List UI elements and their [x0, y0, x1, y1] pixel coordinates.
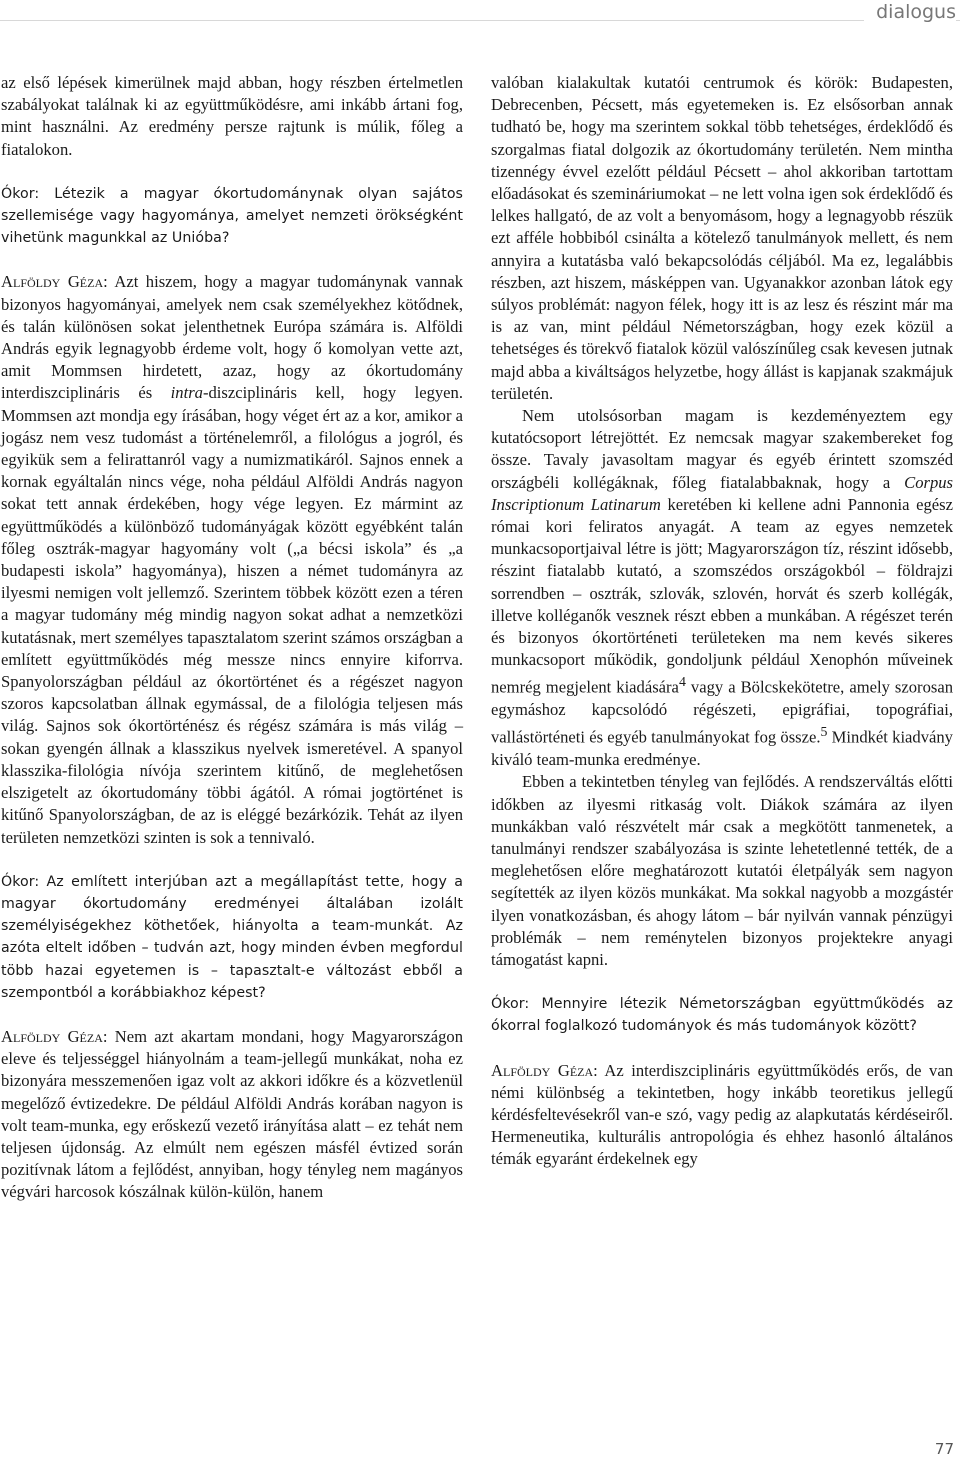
interview-question	[1, 183, 463, 250]
left-column	[1, 72, 463, 1204]
paragraph-text: vagy a Bölcskekötetre, amely szorosan egymáshoz kapcsolódó régészeti, epigráfiai, topográfiai, vallástörténeti és egyéb tanulmányokat fog össze.	[491, 678, 953, 747]
paragraph-text: Mindkét kiadvány kiváló team-munka eredménye.	[491, 727, 953, 770]
interview-answer	[1, 1026, 463, 1204]
answer-text: Az interdiszciplináris együttműködés erős, de van némi különbség a tekintetben, hogy inkább teoretikus jellegű kérdésfeltevésekről van-e szó, vagy pedig az alapkutatás kérdéseiről. Hermeneutika, kulturális antropológia és ehhez hasonló általános témák egyaránt érdekelnek egy	[491, 1060, 954, 1169]
interview-question	[1, 871, 463, 1004]
paragraph	[491, 405, 953, 771]
interview-answer	[1, 271, 463, 848]
speaker-label: Alföldy Géza:	[1, 1026, 108, 1046]
answer-italic: intra-	[170, 383, 209, 403]
question-text: Az említett interjúban azt a megállapítást tette, hogy a magyar ókortudomány eredményei általában izolált személyiségekhez köthetőek, hiányolta a team-munkát. Az azóta eltelt időben – tudván azt, hogy minden évben megfordul több hazai egyetemen is – tapasztalt-e változást ebből a szempontból a korábbiakhoz képest?	[1, 873, 463, 1001]
question-text: Mennyire létezik Németországban együttműködés az ókorral foglalkozó tudományok és más tudományok között?	[491, 996, 953, 1035]
paragraph-text: Nem utolsósorban magam is kezdeményeztem egy kutatócsoport létrejöttét. Ez nemcsak magyar szakembereket fog össze. Tavaly javasoltam magyar és egyéb érintett szomszéd országbéli kollégáknak, főleg fiatalabbaknak, hogy a	[491, 406, 953, 492]
speaker-label: Alföldy Géza:	[491, 1060, 598, 1080]
answer-text: Azt hiszem, hogy a magyar tudománynak vannak bizonyos hagyományai, amelyek nem csak személyekhez kötődnek, és talán különösen sokat jelenthetnek Európa számára is. Alföldi András egyik legnagyobb érdeme volt, hogy ő komolyan vette azt, amit Mommsen hirdetett, azaz, hogy az ókortudomány interdiszciplináris és	[1, 272, 464, 403]
interview-answer	[491, 1060, 953, 1171]
footnote-marker: 4	[678, 674, 686, 690]
paragraph: az első lépések kimerülnek majd abban, hogy részben értelmetlen szabályokat találnak ki az együttműködésre, ami inkább ártani fog, mint használni. Az eredmény persze rajtunk is múlik, főleg a fiatalokon.	[1, 73, 463, 159]
answer-text: Nem azt akartam mondani, hogy Magyarországon eleve és teljességgel hiányolnám a team-jellegű munkákat, noha ez bizonyára messzemenően igaz volt az akkori időkre és a közvetlenül megelőző évtizedekre. De például Alföldi András korában nagyon is volt team-munka, egy erőskezű vezető irányítása alatt – ez tehát nem teljesen újdonság. Az elmúlt nem egészen másfél évtized során pozitívnak látom a fejlődést, annyiban, hogy tényleg nem magányos végvári harcosok kószálnak külön-külön, hanem	[1, 1026, 463, 1202]
paragraph: valóban kialakultak kutatói centrumok és körök: Budapesten, Debrecenben, Pécsett, más egyetemeken is. Ez elsősorban annak tudható be, hogy ma szerintem sokkal több tehetséges, érdeklődő és szorgalmas fiatal dolgozik az ókortudomány területén. Nem mintha tizennégy évvel ezelőtt például Pécsett – ahol akkoriban tartottam előadásokat és szemináriumokat – ne lett volna igen sok érdeklődő és lelkes hallgató, de az volt a benyomásom, hogy a legnagyobb részük ezt afféle hobbiból csinálta a kötelező tanulmányok mellett, és nem annyira a kutatásba való bekapcsolódás céljából. Ma ez, legalábbis részben, azt hiszem, másképpen van. Ugyanakkor azonban látok egy súlyos problémát: nagyon félek, hogy itt is az lesz és részint már ma is az van, mint például Németországban, hogy ezek közül a tehetséges és törekvő fiatalok közül valószínűleg csak kevesen jutnak majd abba a kiváltságos helyzetbe, hogy állást is kapjanak szakmájuk területén.	[491, 73, 953, 403]
paragraph: Ebben a tekintetben tényleg van fejlődés. A rendszerváltás előtti időkben az ilyesmi ritkaság volt. Diákok számára az ilyen munkákban való részvételt már csak a megkötött tanmenetek, a tanulmányi rendszer szabályozása is szinte lehetetlenné tették, de a meglehetősen előre meghatározott kutatói életpályák sem nagyon segítették az ilyen közös munkákat. Ma sokkal nagyobb a mozgástér ilyen vonatkozásban, és ahogy látom – bár nyilván vannak pénzügyi problémák – nem reménytelen bizonyos projektekre anyagi támogatást kapni.	[491, 772, 953, 969]
journal-title-italic: Corpus Inscriptionum Latinarum	[491, 472, 953, 514]
question-text: Létezik a magyar ókortudománynak olyan sajátos szellemisége vagy hagyománya, amelyet nemzeti örökségként vihetünk magunkkal az Unióba?	[1, 185, 463, 247]
page-number: 77	[934, 1440, 954, 1458]
paragraph-text: keretében ki kellene adni Pannonia egész római kori feliratos anyagát. A team az egyes nemzetek munkacsoportjaival létre is jött; Magyarországon tíz, részint idősebb, részint fiatalabb kutató, a szomszédos országokból – földrajzi sorrendben – osztrák, szlovák, szlovén, horvát és szerb kollégák, illetve kolléganők vesznek részt ebben a munkában. A régészet terén és bizonyos ókortörténeti területeken ma nem kevés sikeres munkacsoport működik, gondoljunk például Xenophón műveinek nemrég megjelent kiadására	[491, 494, 953, 698]
speaker-label: Ókor:	[1, 873, 40, 890]
answer-text: diszciplináris kell, hogy legyen. Mommsen azt mondja egy írásában, hogy véget ért az a kor, amikor a jogász nem vesz tudomást a történelemről, a filológus a jogról, és egyikük sem a felirattanról vagy a numizmatikáról. Sajnos ennek a kornak egyáltalán nincs vége, noha például Alföldi András nagyon sokat tett annak érdekében, hogy vége legyen. Ez mármint az együttműködés a különböző tudományágak között egyébként talán főleg osztrák-magyar hagyomány volt („a bécsi iskola” és „a budapesti iskola” hagyománya), hiszen a német tudományra az ilyesmi nemigen volt jellemző. Szerintem többek között ezen a téren a magyar tudomány még mindig nagyon sokat adhat a nemzetközi kutatásnak, mert személyes tapasztalatom szerint számos országban a említett együttműködés még messze nincs ennyire kiforrva. Spanyolországban például az ókortörténet és a régészet nagyon szoros kapcsolatban állnak egymással, de a filológia teljesen más világ. Sajnos sok ókortörténész és régész számára is más világ – sokan gyengén állnak a klasszikus nyelvek ismeretével. A spanyol klasszika-filológia nívója szerintem kitűnő, de meglehetősen elszigetelt az ókortudomány többi ágától. A római jogtörténet is kitűnő Spanyolországban, de az is eléggé bezárkózik. Tehát az ilyen területen nemzetközi szinten is sok a tennivaló.	[1, 383, 463, 847]
speaker-label: Ókor:	[491, 996, 530, 1013]
speaker-label: Ókor:	[1, 185, 40, 202]
interview-question	[491, 993, 953, 1037]
footnote-marker: 5	[820, 724, 828, 740]
speaker-label: Alföldy Géza:	[1, 272, 108, 292]
running-header-title: dialogus	[864, 1, 956, 23]
header-rule	[0, 20, 960, 21]
right-column	[491, 72, 953, 1171]
